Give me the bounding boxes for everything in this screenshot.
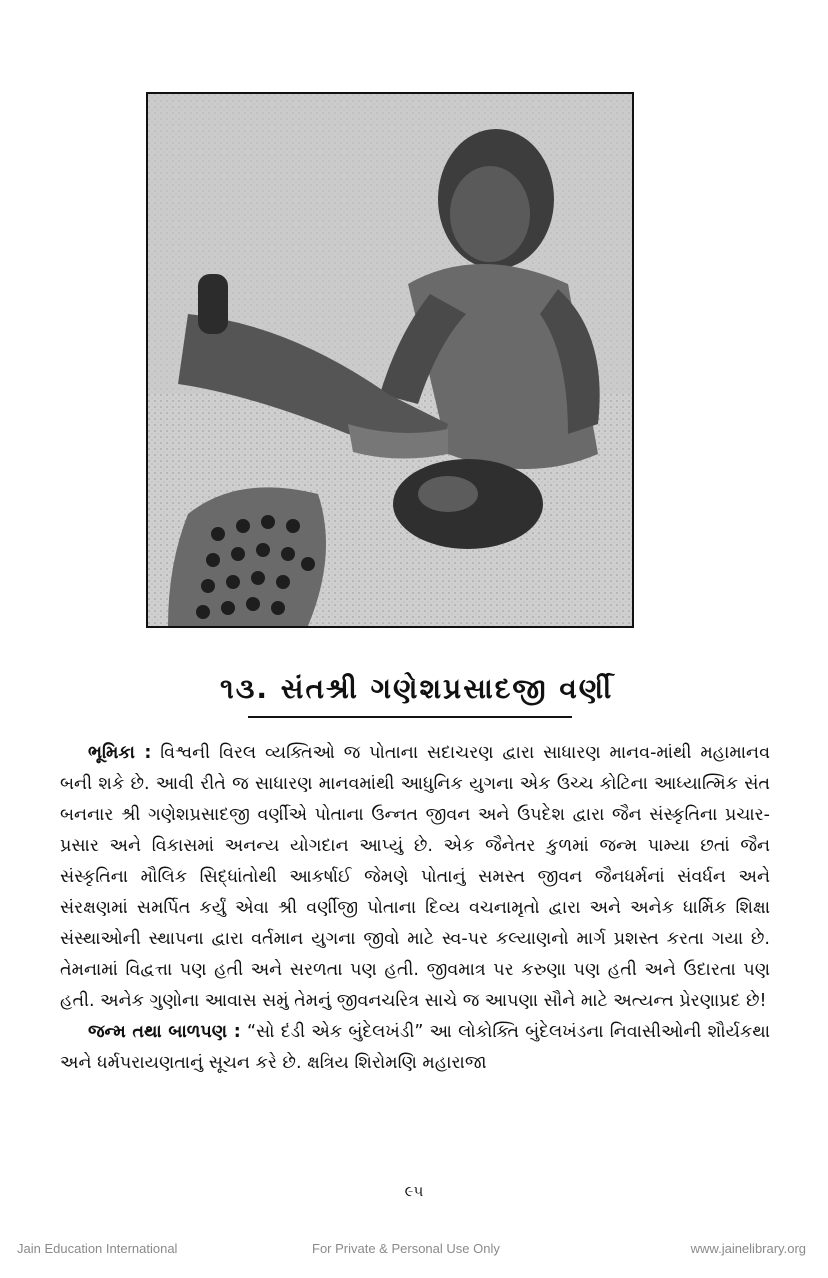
chapter-title	[220, 672, 614, 706]
footer-publisher: Jain Education International	[17, 1241, 178, 1256]
body-text	[60, 738, 770, 1079]
portrait-photo	[146, 92, 634, 628]
paragraph-heading-introduction: ભૂમિકા :	[88, 743, 152, 763]
footer-usage-note: For Private & Personal Use Only	[312, 1241, 500, 1256]
title-underline	[248, 716, 572, 718]
page-number: ૯૫	[404, 1182, 424, 1200]
paragraph-introduction-text: વિશ્વની વિરલ વ્યક્તિઓ જ પોતાના સદાચરણ દ્વારા સાધારણ માનવ-માંથી મહામાનવ બની શકે છે. આવી રીતે જ સાધારણ માનવમાંથી આધુનિક યુગના એક ઉચ્ચ કોટિના આધ્યાત્મિક સંત બનનાર શ્રી ગણેશપ્રસાદજી વર્ણીએ પોતાના ઉન્નત જીવન અને ઉપદેશ દ્વારા જૈન સંસ્કૃતિના પ્રચાર-પ્રસાર અને વિકાસમાં અનન્ય યોગદાન આપ્યું છે. એક જૈનેતર કુળમાં જન્મ પામ્યા છતાં જૈન સંસ્કૃતિના મૌલિક સિદ્ધાંતોથી આકર્ષાઈ જેમણે પોતાનું સમસ્ત જીવન જૈનધર્મનાં સંવર્ધન અને સંરક્ષણમાં સમર્પિત કર્યું એવા શ્રી વર્ણીજી પોતાના દિવ્ય વચનામૃતો દ્વારા અને અનેક ધાર્મિક શિક્ષા સંસ્થાઓની સ્થાપના દ્વારા વર્તમાન યુગના જીવો માટે સ્વ-પર કલ્યાણનો માર્ગ પ્રશસ્ત કરતા ગયા છે. તેમનામાં વિદ્વત્તા પણ હતી અને સરળતા પણ હતી. જીવમાત્ર પર કરુણા પણ હતી અને ઉદારતા પણ હતી. અનેક ગુણોના આવાસ સમું તેમનું જીવનચરિત્ર સાચે જ આપણા સૌને માટે અત્યન્ત પ્રેરણાપ્રદ છે!	[60, 743, 770, 1011]
paragraph-heading-birth-childhood: જન્મ તથા બાળપણ :	[88, 1022, 241, 1042]
chapter-name: સંતશ્રી ગણેશપ્રસાદજી વર્ણી	[280, 672, 614, 705]
paragraph-birth-childhood-text: “સો દંડી એક બુંદેલખંડી” આ લોકોક્તિ બુંદેલખંડના નિવાસીઓની શૌર્યકથા અને ધર્મપરાયણતાનું સૂચન કરે છે. ક્ષત્રિય શિરોમણિ મહારાજા	[60, 1022, 770, 1073]
footer-website-link[interactable]: www.jainelibrary.org	[690, 1241, 806, 1256]
footer	[0, 1238, 828, 1262]
portrait-photo-image	[148, 94, 632, 626]
paragraph-birth-childhood	[60, 1017, 770, 1079]
chapter-number: ૧૩.	[220, 672, 270, 705]
paragraph-introduction	[60, 738, 770, 1017]
